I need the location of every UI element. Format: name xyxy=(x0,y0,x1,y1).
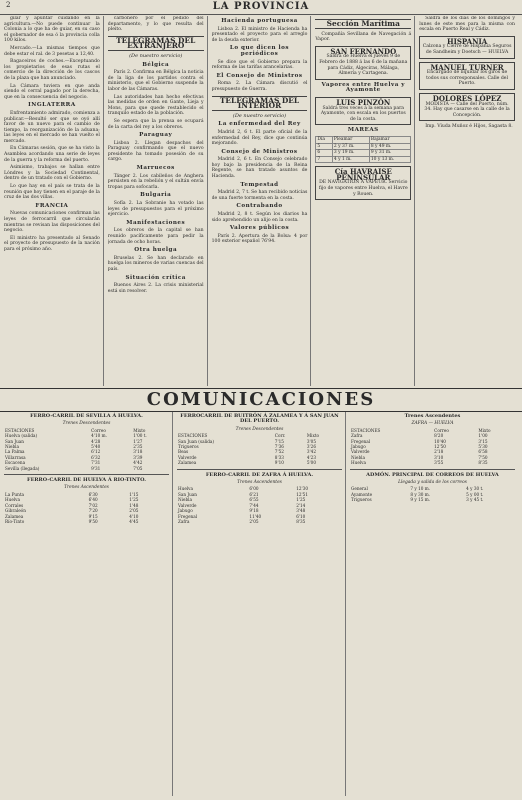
ad-headline: SAN FERNANDO xyxy=(330,46,397,56)
timetable-cell: 8'35 xyxy=(296,518,306,524)
paragraph: Madrid 2, 6 t. En Consejo celebrado hoy bajo la presidencia de la Reina Regente, se han tratado asuntos de Hacienda. xyxy=(211,157,308,180)
timetable-header: Correo xyxy=(91,427,106,433)
timetable-cell: Valverde xyxy=(351,449,370,455)
timetable-title: FERROCARRIL DE BUITRÓN Á ZALAMEA Y Á SAN JUAN DEL PUERTO. xyxy=(180,413,339,425)
divider xyxy=(177,469,342,470)
timetable-table xyxy=(4,492,169,524)
timetable-cell: 6'40 xyxy=(88,497,98,503)
paragraph: Enfrentamiento admirado, comienza a publicar.—Resultó ser que se oyó allí favor de un nuevo para el cambio de tiempo, la reorganización de la aduana; las leyes en el mercado se han vuelto el mercado. xyxy=(4,110,100,144)
timetable-subtitle: Trenes Descendentes xyxy=(62,421,111,427)
timetable-cell: 3'48 xyxy=(296,508,306,514)
timetable-cell: 3'05 xyxy=(306,438,317,444)
ad-text: DE NAVIGATION Á VAPEUR. Servicio fijo de vapores entre Huelva, el Havre y Rouen. xyxy=(318,180,408,197)
timetable-title: FERRO-CARRIL DE ZAFRA Á HUELVA. xyxy=(205,471,314,478)
timetable-cell: Escacena xyxy=(5,460,26,466)
subheading: Valores públicos xyxy=(229,225,290,232)
timetable-cell: 6'58 xyxy=(478,449,488,455)
timetable-cell: Valverde xyxy=(178,454,197,460)
paragraph: Madrid 2, 8 t. Según los diarios ha sido aprehendido un alijo en la costa. xyxy=(211,212,308,223)
timetable-cell: 3'39 xyxy=(133,454,143,460)
timetable-cell: 7'52 xyxy=(274,449,284,455)
timetable-title: FERRO-CARRIL DE SEVILLA Á HUELVA. xyxy=(30,413,143,419)
paragraph: Mercado.—La mismas tiempos que debe estar el ral. de 3 pesetas a 12,40. xyxy=(4,45,100,57)
subheading: Otra huelga xyxy=(134,247,178,254)
timetable-cell: Jabugo xyxy=(178,508,193,514)
timetable-cell: Fregenal xyxy=(351,438,371,444)
timetable-cell: 1'00 t. xyxy=(133,433,147,439)
column-3 xyxy=(212,16,312,386)
subheading: Tempestad xyxy=(240,181,279,188)
timetable-subtitle: Trenes Descendentes xyxy=(235,426,284,432)
paragraph: Asimismo, trabajos se hallan entre Lóndres y la Sociedad Continental, dentro de un tratado con el Gobierno. xyxy=(4,165,100,182)
timetable-cell: Sevilla (llegada) xyxy=(5,465,40,471)
subheading: Hacienda portuguesa xyxy=(221,18,298,24)
divider xyxy=(4,474,169,475)
timetable-title: Trenes Ascendentes xyxy=(404,413,461,419)
subheading: INGLATERRA xyxy=(28,102,76,109)
subheading: FRANCIA xyxy=(35,202,69,209)
timetable-cell: Zafra xyxy=(351,433,363,439)
timetable-cell: 9'50 xyxy=(88,518,98,524)
tide-cell: 5 xyxy=(316,143,333,150)
timetable-cell: Zafra xyxy=(178,518,190,524)
column-2 xyxy=(108,16,208,386)
timetable-cell: 6'00 xyxy=(249,486,259,492)
timetable-cell: 9'18 xyxy=(249,508,259,514)
timetable-cell: 11'40 xyxy=(249,513,262,519)
subheading: El Consejo de Ministros xyxy=(216,72,303,79)
timetable-header: ESTACIONES xyxy=(5,427,35,433)
timetable-cell: Zalamea xyxy=(178,460,197,466)
timetable-cell: 7'44 xyxy=(249,502,259,508)
column-1 xyxy=(4,16,104,386)
timetable-cell: 5 y 00 t. xyxy=(466,491,484,497)
ad-headline: LUIS PINZÓN xyxy=(336,97,391,107)
paragraph: La Cámara tuviera en que anda siendo el cerral pagado por la derecha, que en la consecuencia del negocio. xyxy=(4,83,100,100)
timetable-cell: 7'15 xyxy=(274,438,284,444)
timetable-row xyxy=(177,519,342,524)
ad-headline: DOLORES LÓPEZ xyxy=(432,93,502,103)
timetable-table xyxy=(350,486,515,502)
timetable-cell: 6'32 xyxy=(91,454,101,460)
paragraph: En Cámaras sesión, que se ha visto la Asamblea acordando una serie de leyes de la guerra y la reforma del puerto. xyxy=(4,146,100,163)
timetable-cell: Jabugo xyxy=(351,444,366,450)
timetable-cell: 9'10 xyxy=(274,460,284,466)
ad-text: MODISTA — Calle del Puerto, núm. 34. Hay que casarse en la calle de la Concepción. xyxy=(424,101,510,118)
timetable-cell: 9'15 xyxy=(88,513,98,519)
tide-row xyxy=(316,136,411,143)
paragraph: Madrid 2, 6 t. El parte oficial de la enfermedad del Rey, dice que continúa mejorando. xyxy=(211,129,308,147)
timetable-column-1 xyxy=(4,412,173,796)
paragraph: Lo que hay en el país se trata de la reunión que hoy tienen en el paraje de la cruz de las dos villas. xyxy=(4,184,100,201)
column-5 xyxy=(419,16,518,386)
timetable-cell: San Juan xyxy=(178,491,197,497)
timetable-table xyxy=(177,433,342,465)
advertisement-box xyxy=(315,46,411,80)
advertisement-box xyxy=(315,166,411,200)
section-heading: TELEGRAMAS DEL INTERIOR xyxy=(212,96,308,111)
timetable-cell: 3'18 xyxy=(133,449,143,455)
subheading: La enfermedad del Rey xyxy=(218,121,301,128)
timetable-cell: Huelva (salida) xyxy=(5,433,38,439)
tide-cell: 4 y 1 m. xyxy=(332,156,369,163)
subheading: Lo que dicen los periódicos xyxy=(229,45,290,57)
paragraph: París 2. Confirma en Bélgica la noticia de la liga de los partidos contra el ministerio, que el Gobierno suspende la labor de las Cámaras. xyxy=(107,70,204,92)
subheading: Vapores entre Huelva y Ayamonte xyxy=(321,81,406,94)
paragraph: Bagaceiros de coches.—Exceptuando los propietarios de esas rutas el comercio de la dirección de los cascos de la plaza que han anunciado. xyxy=(4,59,100,81)
timetable-cell: Niebla xyxy=(178,497,192,503)
subheading: MAREAS xyxy=(347,127,379,134)
timetable-table xyxy=(177,486,342,524)
subheading: Paraguay xyxy=(139,132,173,139)
paragraph: Se dice que el Gobierno prepara la reforma de las tarifas arancelarias. xyxy=(211,59,308,71)
paragraph: carbonero por el pedido del departamento, y lo que resulta del pleito. xyxy=(107,16,204,33)
tide-row xyxy=(316,143,411,150)
tide-cell: Bajamar xyxy=(369,136,410,143)
timetable-cell: 9'31 xyxy=(91,465,101,471)
timetable-cell: 2'05 xyxy=(129,508,139,514)
paragraph: París 2. Apertura de la Bolsa: 4 por 100 exterior español 76'94. xyxy=(211,233,308,245)
ad-headline: HISPANIA xyxy=(446,36,488,46)
timetable-cell: 7'20 xyxy=(88,508,98,514)
newspaper-title: LA PROVINCIA xyxy=(212,1,310,12)
ad-headline: Cía HAVRAISE PENINSULAR xyxy=(334,167,392,182)
timetable-cell: La Punta xyxy=(5,491,24,497)
timetable-cell: 1'25 xyxy=(129,497,139,503)
subheading: Consejo de Ministros xyxy=(221,148,298,155)
tide-cell: Día xyxy=(316,136,333,143)
timetable-column-3 xyxy=(350,412,518,796)
timetable-cell: Gibraleón xyxy=(5,508,26,514)
timetable-header: Correo xyxy=(434,427,449,433)
timetable-cell: 2'35 xyxy=(133,444,143,450)
timetable-cell: 3'55 xyxy=(434,460,444,466)
timetable-cell: 8 y 30 m. xyxy=(410,491,431,497)
timetable-cell: 2'18 xyxy=(434,449,444,455)
timetable-cell: Fregenal xyxy=(178,513,198,519)
ad-headline: MANUEL TURNER xyxy=(430,62,504,72)
timetable-subtitle: Trenes Ascendentes xyxy=(237,480,282,486)
timetable-cell: Valverde xyxy=(178,502,197,508)
byline: (De nuestro servicio) xyxy=(232,112,287,119)
subheading: Situación crítica xyxy=(125,274,186,281)
timetable-cell: 5'00 xyxy=(306,460,317,466)
timetable-cell: 3'15 xyxy=(478,438,488,444)
timetable-cell: 2'05 xyxy=(249,518,259,524)
subheading: Contrabando xyxy=(236,203,283,210)
timetable-header: ESTACIONES xyxy=(178,433,208,439)
subheading: Bélgica xyxy=(142,61,170,68)
subheading: Bulgaria xyxy=(140,192,172,199)
timetable-cell: 12'50 xyxy=(434,444,446,450)
timetable-header: Mixto xyxy=(306,433,320,439)
section-heading: TELEGRAMAS DEL EXTRANJERO xyxy=(108,36,204,51)
paragraph: Bruselas 2. Se han declarado en huelga los mineros de varias cuencas del país. xyxy=(107,255,204,272)
timetable-cell: Zalamea xyxy=(5,513,24,519)
timetable-cell: Ayamonte xyxy=(351,491,373,497)
paragraph: El ministro ha presentado al Senado el proyecto de presupuesto de la nación para el próximo año. xyxy=(4,235,100,252)
timetable-cell: Niebla xyxy=(5,444,19,450)
timetable-cell: Huelva xyxy=(5,497,21,503)
timetable-cell: 4'45 xyxy=(129,518,139,524)
timetable-cell: Trigueros xyxy=(178,444,199,450)
paragraph: Sofía 2. La Sobranie ha votado las leyes de presupuestos para el próximo ejercicio. xyxy=(107,201,204,218)
paragraph: Los obreros de la capital se han reunido pacíficamente para pedir la jornada de ocho horas. xyxy=(107,228,204,245)
tide-cell: 9 y 31 m. xyxy=(369,150,410,157)
timetable-cell: 7'31 xyxy=(91,460,101,466)
timetable-cell: 1'25 xyxy=(296,497,306,503)
paragraph: Tánger 2. Los cabileños de Anghera persisten en la rebelión y el sultán envía tropas para sofocarla. xyxy=(107,173,204,190)
timetable-cell: 3 y 45 t. xyxy=(466,497,484,503)
timetable-subtitle: ZAFRA — HUELVA xyxy=(411,421,454,427)
timetable-subtitle: Llegada y salida de los correos xyxy=(398,480,467,486)
tide-cell: 3 y 19 m. xyxy=(332,150,369,157)
tide-row xyxy=(316,156,411,163)
ad-text: Saldrá de Huelva el jueves 9 de Febrero de 1888 á las 6 de la mañana para Cádiz, Algeciras, Málaga, Almería y Cartagena. xyxy=(319,54,408,77)
timetable-cell: 1'27 xyxy=(133,438,143,444)
timetable-cell: 4'28 xyxy=(91,438,101,444)
timetable-row xyxy=(4,466,169,471)
timetable-title: ADMÓN. PRINCIPAL DE CORREOS DE HUELVA xyxy=(366,471,499,478)
timetable-cell: Trigueros xyxy=(351,497,372,503)
paragraph: gilar y apuntar cuidando en la agricultura.—No puede continuar la Colonia a lo que ha de guiar, en su caso el gobernador de esa ó la provincia colla 100 kilos. xyxy=(4,16,100,44)
tide-cell: 2 y 37 m. xyxy=(332,143,369,150)
advertisement-box xyxy=(315,97,411,125)
timetable-cell: 3'42 xyxy=(306,449,317,455)
article-columns xyxy=(4,16,518,386)
timetable-row xyxy=(350,497,515,502)
tide-cell: 8 y 49 m. xyxy=(369,143,410,150)
timetable-cell: 9 y 15 m. xyxy=(410,497,431,503)
timetable-cell: 8'35 xyxy=(478,460,488,466)
timetable-cell: 12'51 xyxy=(296,491,308,497)
advertisement-box xyxy=(419,36,515,59)
paragraph: Compañía Sevillana de Navegación á Vapor. xyxy=(315,31,412,43)
timetable-table xyxy=(350,428,515,466)
subheading: Manifestaciones xyxy=(126,219,186,226)
paragraph: Madrid 2, 7 t. Se han recibido noticias de una fuerte tormenta en la costa. xyxy=(211,190,308,201)
timetable-cell: 6'55 xyxy=(249,497,259,503)
timetable-header: Mixto xyxy=(133,427,146,433)
timetable-cell: Huelva xyxy=(178,486,194,492)
timetable-cell: 8'20 xyxy=(434,433,444,439)
timetables xyxy=(4,412,518,796)
timetable-cell: General xyxy=(351,486,368,492)
timetable-cell: 7'36 xyxy=(274,444,284,450)
tide-cell: 6 xyxy=(316,150,333,157)
tide-table xyxy=(315,136,411,163)
timetable-cell: 6'12 xyxy=(91,449,101,455)
timetable-cell: Niebla xyxy=(351,454,365,460)
timetable-cell: La Palma xyxy=(5,449,25,455)
timetable-header: ESTACIONES xyxy=(351,427,381,433)
ad-text: Saldrá tres veces á la semana para Ayamonte, con escala en los puertos de la costa. xyxy=(320,105,406,122)
timetable-subtitle: Trenes Ascendentes xyxy=(64,485,109,491)
paragraph: Roma 2. La Cámara discutió el presupuesto de Guerra. xyxy=(211,81,308,92)
timetable-cell: 10'40 xyxy=(434,438,446,444)
timetable-row xyxy=(350,460,515,465)
paragraph: Lisboa 2. El ministro de Hacienda ha presentado el proyecto para el arreglo de la deuda exterior. xyxy=(211,26,308,43)
ad-text: Encargado de liquidar los giros de todos sus corresponsales. Calle del Puerto. xyxy=(426,70,508,87)
timetable-header: Mixto xyxy=(478,427,491,433)
timetable-cell: 5'40 xyxy=(91,444,101,450)
timetable-cell: 1'00 xyxy=(478,433,488,439)
timetable-table xyxy=(4,428,169,471)
timetable-cell: 7'02 xyxy=(88,502,98,508)
timetable-cell: 7'50 xyxy=(478,454,488,460)
page-number: 2 xyxy=(6,1,12,9)
divider xyxy=(350,469,515,470)
timetable-cell: 3'26 xyxy=(306,444,317,450)
timetable-column-2 xyxy=(177,412,346,796)
timetable-cell: 7'05 xyxy=(133,465,143,471)
tide-cell: Pleamar xyxy=(332,136,369,143)
timetable-cell: Corrales xyxy=(5,502,24,508)
byline: (De nuestro servicio) xyxy=(129,52,183,59)
timetable-cell: 6'21 xyxy=(249,491,259,497)
timetable-cell: 4'10 xyxy=(129,513,139,519)
section-heading: Sección Marítima xyxy=(315,19,411,29)
timetable-cell: San Juan (salida) xyxy=(178,438,215,444)
paragraph: Nuevas comunicaciones confirman las leyes de ferrocarril que circularán mientras se revisan las disposiciones del negocio. xyxy=(4,211,100,234)
timetable-row xyxy=(4,519,169,524)
paragraph: Las autoridades han hecho efectivas las medidas de orden en Gante, Lieja y Mons, para que quede restablecido el tranquilo estado de la población. xyxy=(107,94,204,117)
tide-cell: 7 xyxy=(316,156,333,163)
ad-text: Calzona y Cierre de Hispania Seguros de Sandheim y Doetsch — HUELVA xyxy=(422,44,512,55)
timetable-header: Corr. xyxy=(274,433,286,439)
timetable-cell: 1'15 xyxy=(129,491,139,497)
timetable-cell: 4'42 xyxy=(133,460,143,466)
timetable-cell: 12'30 xyxy=(296,486,308,492)
section-title: COMUNICACIONES xyxy=(0,388,522,412)
timetable-cell: 2'14 xyxy=(296,502,306,508)
timetable-title: FERRO-CARRIL DE HUELVA Á RIO-TINTO. xyxy=(27,477,146,484)
tide-row xyxy=(316,150,411,157)
timetable-cell: 8'33 xyxy=(274,454,284,460)
timetable-cell: 4'10 m. xyxy=(91,433,107,439)
timetable-cell: 3'10 xyxy=(434,454,444,460)
paragraph: Lisboa 2. Llegan despachos del Paraguay confirmando que el nuevo presidente ha tomado posesión de su cargo. xyxy=(107,140,204,163)
tide-cell: 10 y 13 m. xyxy=(369,156,410,163)
timetable-cell: 4'23 xyxy=(306,454,317,460)
advertisement-box xyxy=(419,62,515,90)
timetable-cell: Villarrasa xyxy=(5,454,26,460)
subheading: Marruecos xyxy=(136,165,175,172)
timetable-cell: 6'10 xyxy=(296,513,306,519)
paragraph: Imp. Viuda Muñoz é Hijos, Sagasta 8. xyxy=(425,124,513,130)
paragraph: Saldrá de los días de los domingos y lunes de este mes para la misma con escala en Puerto Real y Cádiz. xyxy=(419,16,515,33)
timetable-cell: 4 y 30 t. xyxy=(466,486,484,492)
timetable-row xyxy=(177,460,342,465)
masthead xyxy=(0,0,522,15)
timetable-cell: 1'48 xyxy=(129,502,139,508)
timetable-cell: 6'30 xyxy=(88,491,98,497)
timetable-cell: Beas xyxy=(178,449,189,455)
paragraph: Se espera que la prensa se ocupará de la carta del rey a los obreros. xyxy=(107,118,204,130)
column-4 xyxy=(315,16,415,386)
timetable-cell: 5'30 xyxy=(478,444,488,450)
paragraph: Buenos Aires 2. La crisis ministerial está sin resolver. xyxy=(107,283,204,294)
timetable-cell: San Juan xyxy=(5,438,24,444)
timetable-cell: Huelva xyxy=(351,460,367,466)
advertisement-box xyxy=(419,93,515,121)
timetable-cell: 7 y 10 m. xyxy=(410,486,431,492)
timetable-cell: Río-Tinto xyxy=(5,518,25,524)
